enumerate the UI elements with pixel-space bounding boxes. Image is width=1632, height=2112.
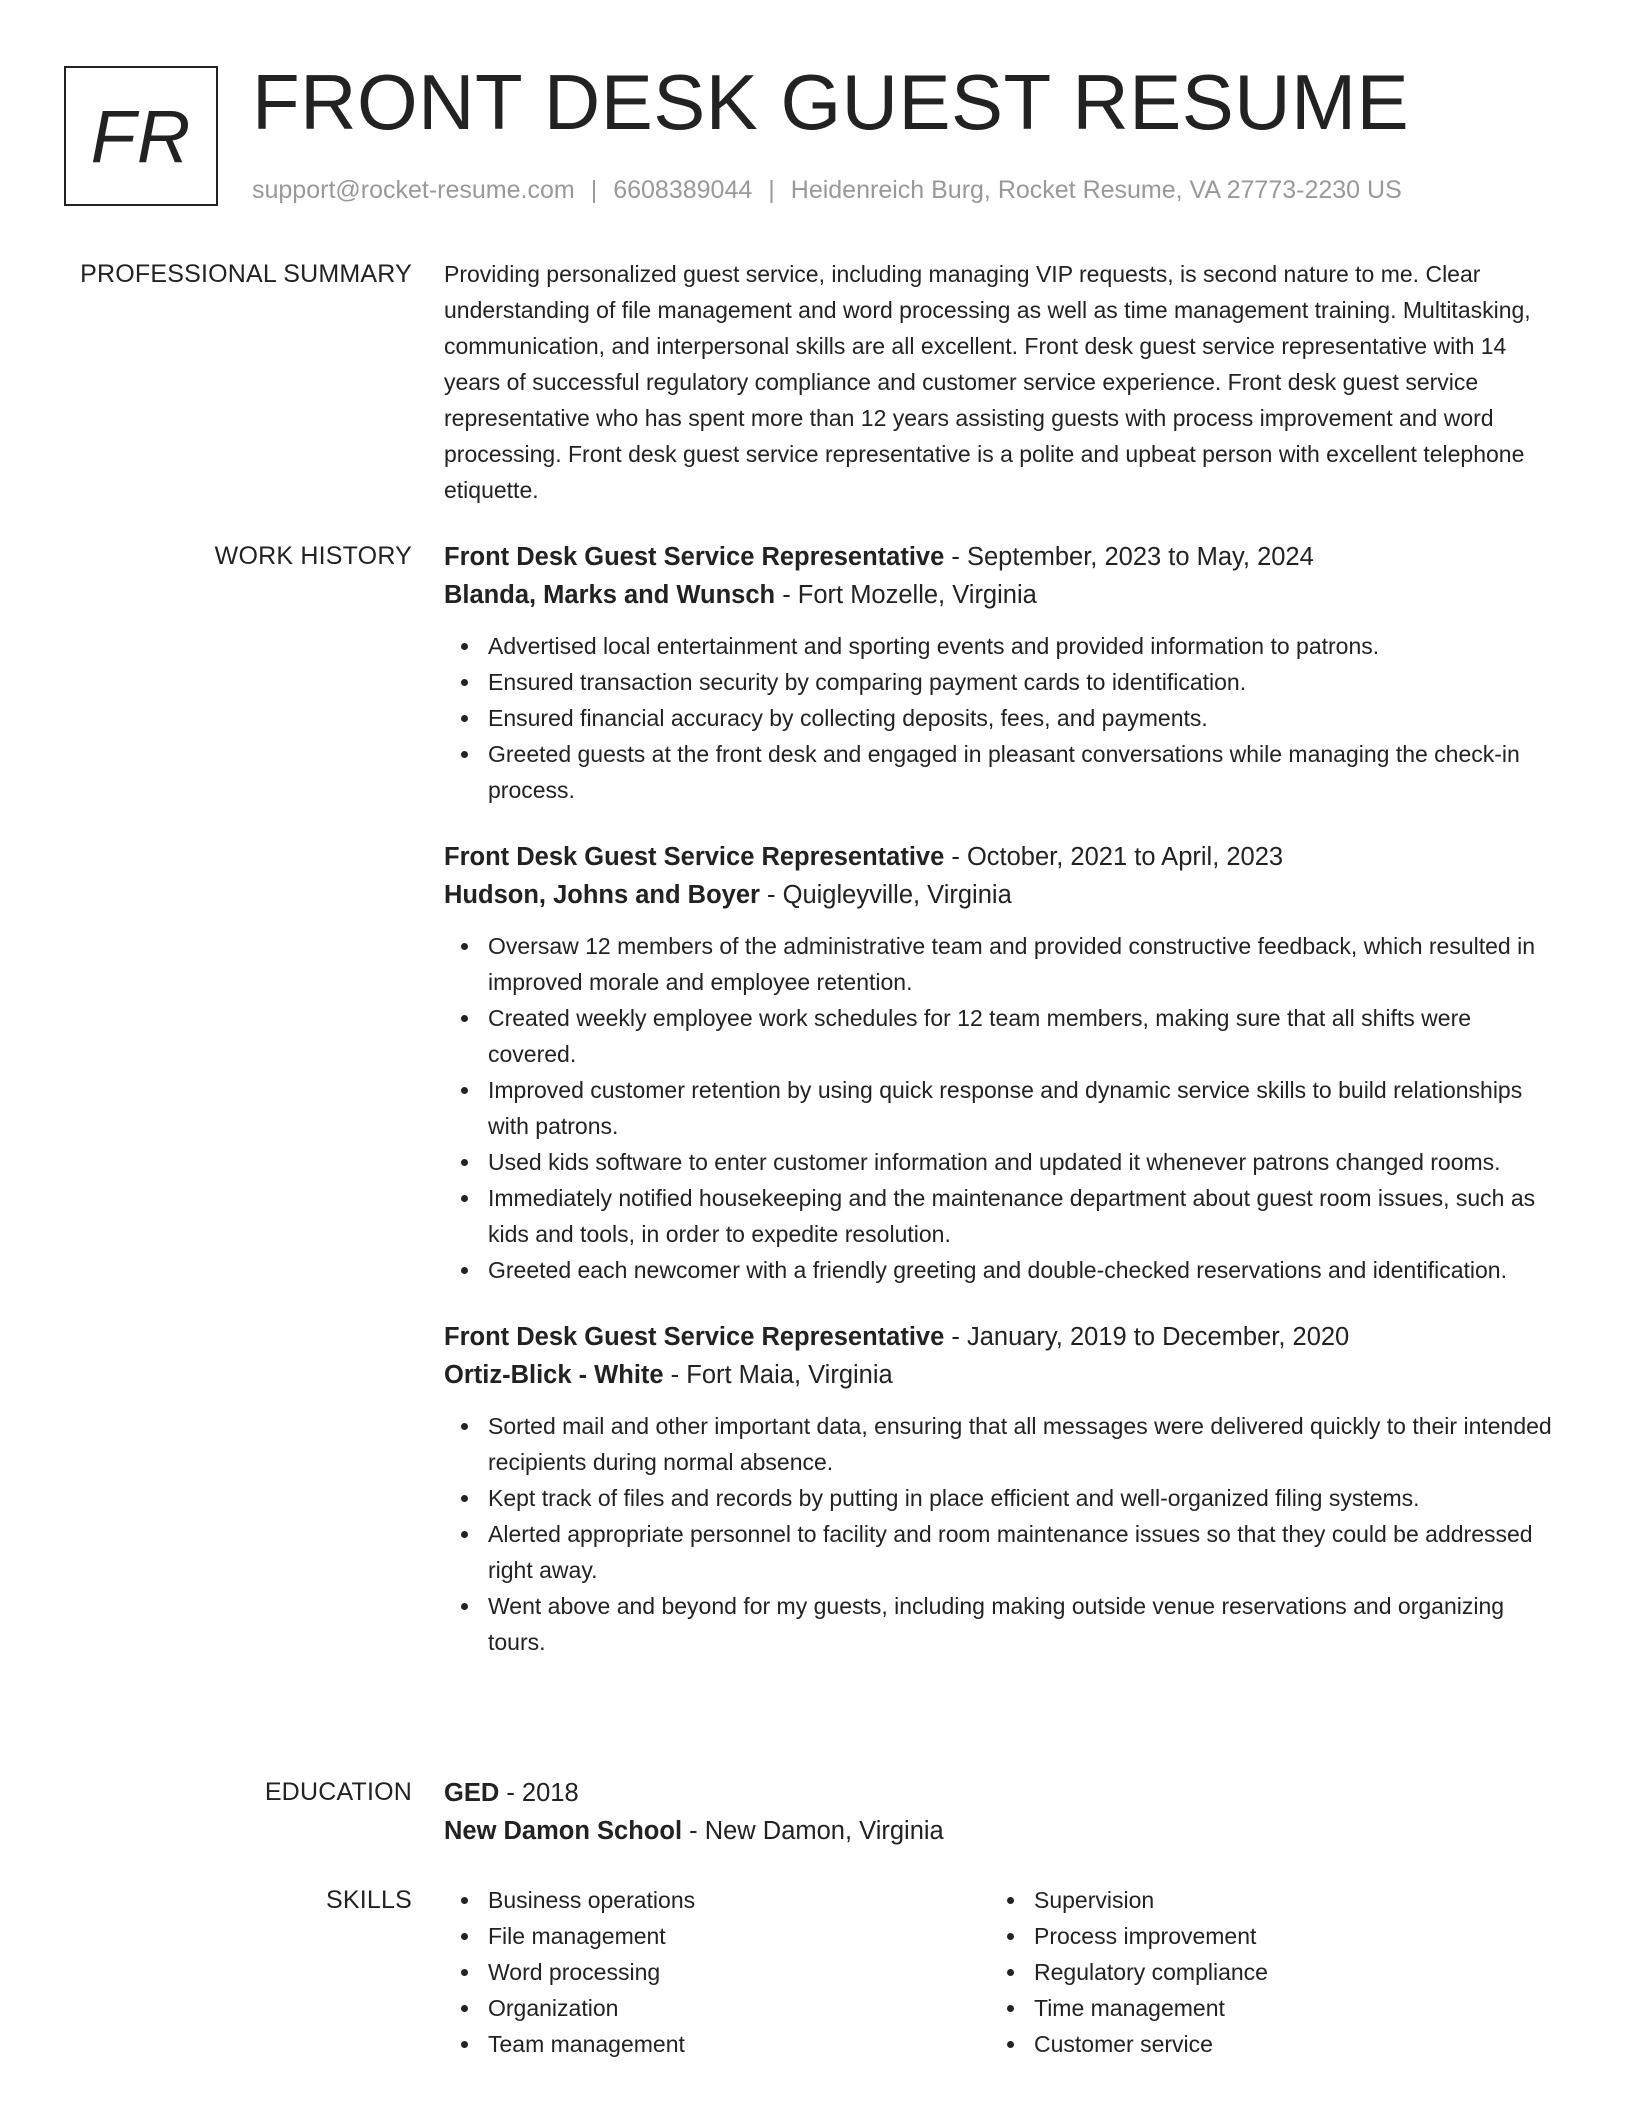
job-bullet: Greeted guests at the front desk and engaged in pleasant conversations while managing the check-in process. xyxy=(488,736,1556,808)
contact-line xyxy=(252,174,1402,206)
skill-item: Word processing xyxy=(488,1954,990,1990)
skill-item: Regulatory compliance xyxy=(1034,1954,1536,1990)
skills-list xyxy=(990,1882,1536,2062)
resume-title: FRONT DESK GUEST RESUME xyxy=(252,58,1410,146)
job-company-line xyxy=(444,876,1556,914)
skills-body xyxy=(444,1882,1556,2062)
job-bullets xyxy=(444,628,1556,808)
skill-item: Time management xyxy=(1034,1990,1536,2026)
skill-item: Business operations xyxy=(488,1882,990,1918)
summary-heading: PROFESSIONAL SUMMARY xyxy=(80,260,412,288)
summary-body xyxy=(444,256,1556,508)
contact-separator: | xyxy=(590,176,598,204)
education-location: - New Damon, Virginia xyxy=(682,1817,944,1845)
job-company: Hudson, Johns and Boyer xyxy=(444,881,760,909)
job-bullets xyxy=(444,1408,1556,1660)
job-location: - Fort Maia, Virginia xyxy=(663,1361,893,1389)
skills-heading: SKILLS xyxy=(326,1886,412,1914)
contact-email: support@rocket-resume.com xyxy=(252,176,575,204)
skills-column-right xyxy=(990,1882,1536,2062)
job-entry xyxy=(444,1318,1556,1660)
skills-column-left xyxy=(444,1882,990,2062)
monogram-initials: FR xyxy=(90,94,192,178)
job-bullet: Ensured transaction security by comparing payment cards to identification. xyxy=(488,664,1556,700)
contact-phone: 6608389044 xyxy=(613,176,753,204)
job-bullet: Went above and beyond for my guests, including making outside venue reservations and organizing tours. xyxy=(488,1588,1556,1660)
skill-item: Supervision xyxy=(1034,1882,1536,1918)
education-year: - 2018 xyxy=(499,1779,579,1807)
job-title-line xyxy=(444,538,1556,576)
skill-item: Customer service xyxy=(1034,2026,1536,2062)
job-location: - Quigleyville, Virginia xyxy=(759,881,1012,909)
job-bullet: Ensured financial accuracy by collecting deposits, fees, and payments. xyxy=(488,700,1556,736)
skill-item: Team management xyxy=(488,2026,990,2062)
job-company-line xyxy=(444,576,1556,614)
job-entry xyxy=(444,538,1556,808)
job-title-line xyxy=(444,1318,1556,1356)
education-school-line xyxy=(444,1812,1556,1850)
job-dates: - October, 2021 to April, 2023 xyxy=(944,843,1284,871)
job-bullet: Improved customer retention by using quick response and dynamic service skills to build relationships with patrons. xyxy=(488,1072,1556,1144)
job-bullet: Immediately notified housekeeping and the maintenance department about guest room issues, such as kids and tools, in order to expedite resolution. xyxy=(488,1180,1556,1252)
job-bullet: Oversaw 12 members of the administrative team and provided constructive feedback, which resulted in improved morale and employee retention. xyxy=(488,928,1556,1000)
work-history-body xyxy=(444,538,1556,1690)
education-body xyxy=(444,1774,1556,1850)
job-bullet: Greeted each newcomer with a friendly greeting and double-checked reservations and identification. xyxy=(488,1252,1556,1288)
contact-address: Heidenreich Burg, Rocket Resume, VA 27773-2230 US xyxy=(790,176,1402,204)
job-dates: - September, 2023 to May, 2024 xyxy=(944,543,1314,571)
education-degree-line xyxy=(444,1774,1556,1812)
job-bullet: Used kids software to enter customer information and updated it whenever patrons changed rooms. xyxy=(488,1144,1556,1180)
skills-grid xyxy=(444,1882,1556,2062)
education-heading: EDUCATION xyxy=(264,1778,412,1806)
job-bullet: Alerted appropriate personnel to facility and room maintenance issues so that they could be addressed right away. xyxy=(488,1516,1556,1588)
contact-separator: | xyxy=(768,176,775,204)
job-bullet: Sorted mail and other important data, ensuring that all messages were delivered quickly to their intended recipients during normal absence. xyxy=(488,1408,1556,1480)
job-title-line xyxy=(444,838,1556,876)
education-degree: GED xyxy=(444,1779,500,1807)
job-company: Ortiz-Blick - White xyxy=(444,1361,664,1389)
summary-text: Providing personalized guest service, including managing VIP requests, is second nature to me. Clear understanding of file management and word processing as well as time management training. Multitasking, communication, and interpersonal skills are all excellent. Front desk guest service representative with 14 years of successful regulatory compliance and customer service experience. Front desk guest service representative who has spent more than 12 years assisting guests with process improvement and word processing. Front desk guest service representative is a polite and upbeat person with excellent telephone etiquette. xyxy=(444,261,1531,503)
job-title: Front Desk Guest Service Representative xyxy=(444,843,945,871)
job-dates: - January, 2019 to December, 2020 xyxy=(944,1323,1350,1351)
skill-item: Organization xyxy=(488,1990,990,2026)
education-school: New Damon School xyxy=(444,1817,683,1845)
job-bullet: Created weekly employee work schedules for 12 team members, making sure that all shifts were covered. xyxy=(488,1000,1556,1072)
job-company: Blanda, Marks and Wunsch xyxy=(444,581,776,609)
skills-list xyxy=(444,1882,990,2062)
skill-item: Process improvement xyxy=(1034,1918,1536,1954)
job-location: - Fort Mozelle, Virginia xyxy=(775,581,1037,609)
job-title: Front Desk Guest Service Representative xyxy=(444,1323,945,1351)
job-entry xyxy=(444,838,1556,1288)
job-title: Front Desk Guest Service Representative xyxy=(444,543,945,571)
job-company-line xyxy=(444,1356,1556,1394)
skill-item: File management xyxy=(488,1918,990,1954)
job-bullets xyxy=(444,928,1556,1288)
job-bullet: Advertised local entertainment and sporting events and provided information to patrons. xyxy=(488,628,1556,664)
job-bullet: Kept track of files and records by putting in place efficient and well-organized filing systems. xyxy=(488,1480,1556,1516)
monogram-box xyxy=(64,66,218,206)
work-history-heading: WORK HISTORY xyxy=(214,542,412,570)
